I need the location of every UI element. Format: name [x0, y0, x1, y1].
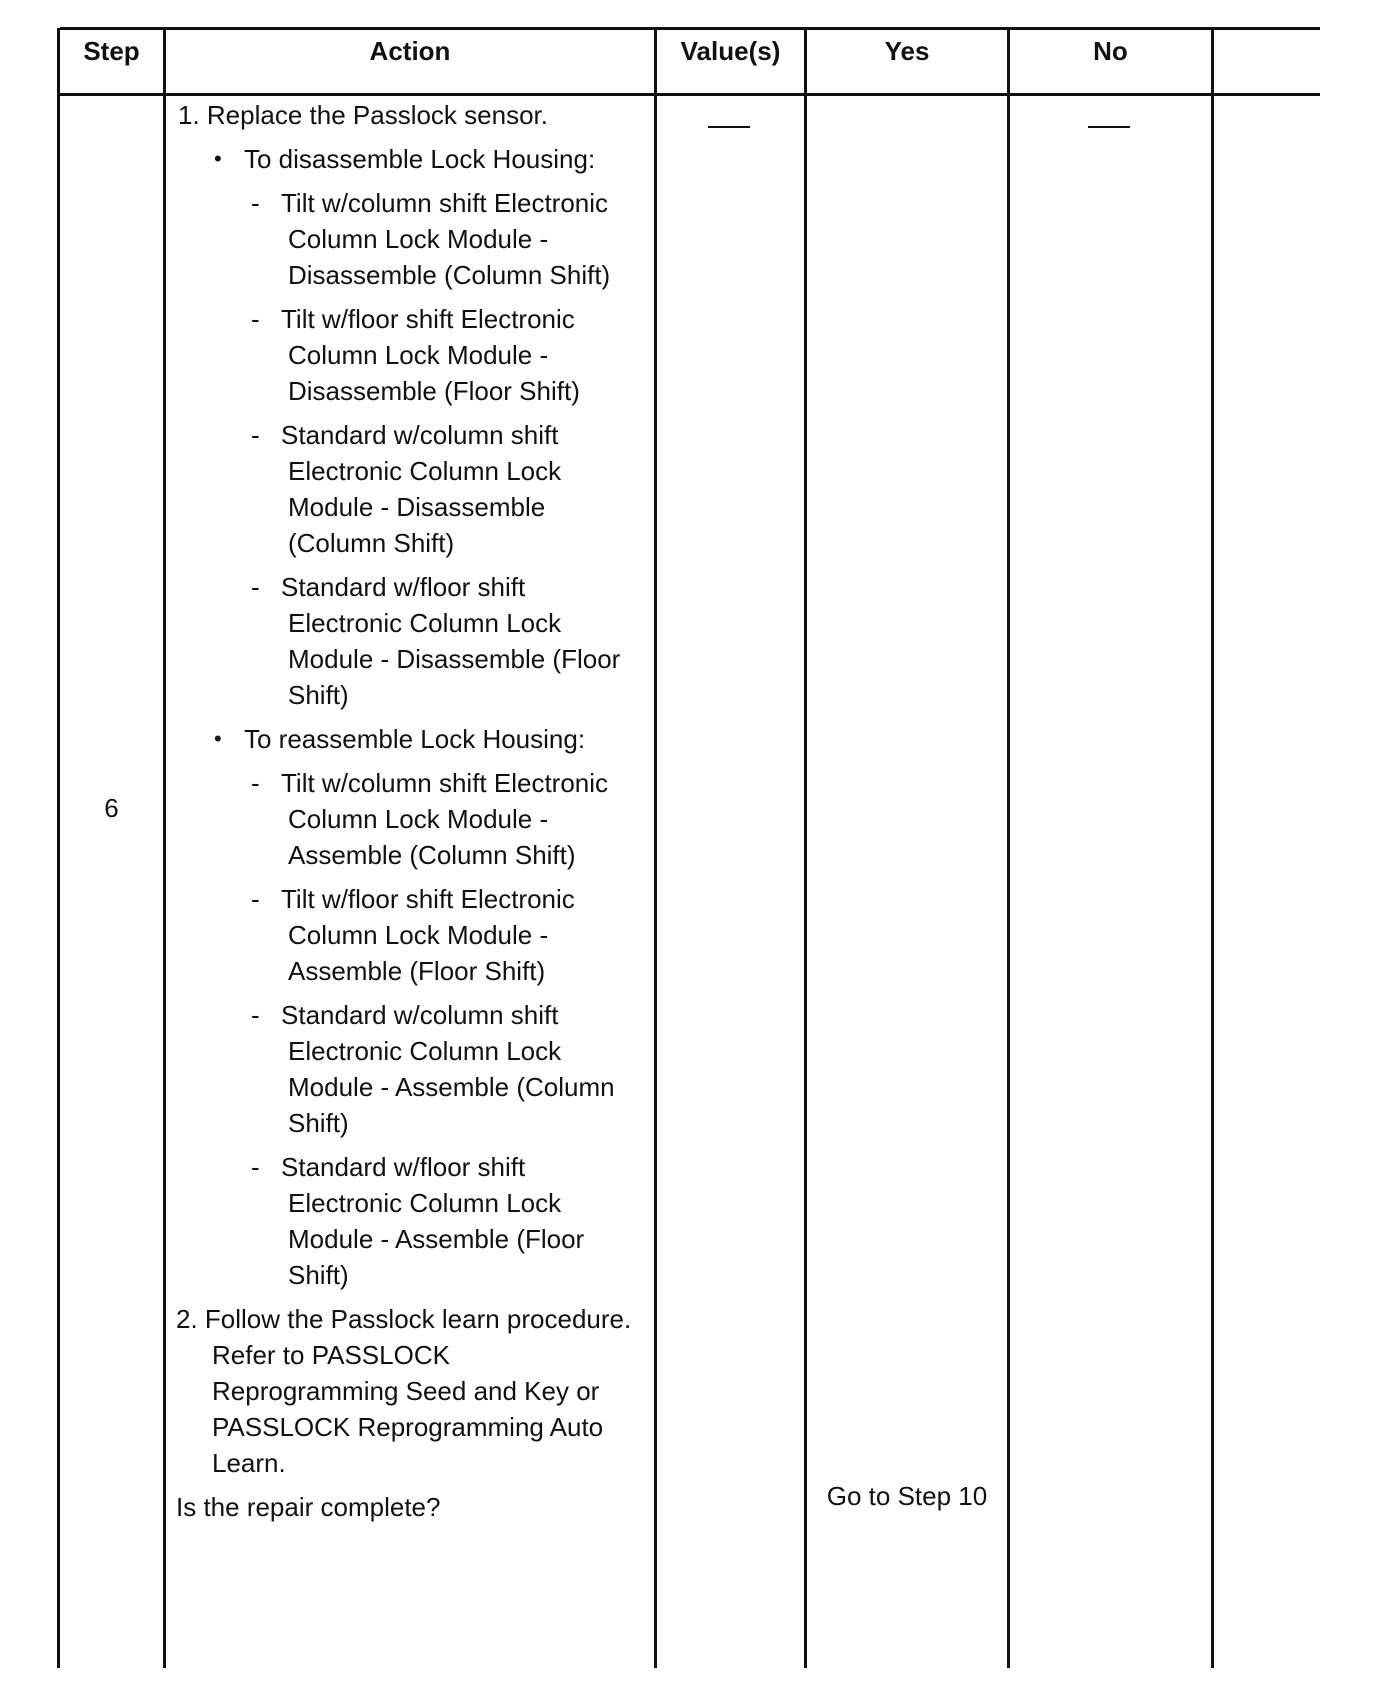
- action-sub-item-line: Module - Disassemble: [288, 492, 546, 522]
- action-sub-item-line: Standard w/column shift: [281, 1000, 559, 1030]
- action-step-2-line: Learn.: [212, 1448, 286, 1478]
- dash-marker: -: [251, 884, 260, 914]
- header-values: Value(s): [680, 36, 781, 66]
- yes-result: Go to Step 10: [826, 1481, 988, 1511]
- header-yes: Yes: [884, 36, 930, 66]
- action-step-2-line: PASSLOCK Reprogramming Auto: [212, 1412, 604, 1442]
- dash-marker: -: [251, 1152, 260, 1182]
- action-sub-item-line: (Column Shift): [288, 528, 455, 558]
- action-step-2-line: 2. Follow the Passlock learn procedure.: [176, 1304, 632, 1334]
- dash-marker: -: [251, 188, 260, 218]
- action-sub-item-line: Standard w/floor shift: [281, 572, 526, 602]
- action-sub-item-line: Module - Assemble (Column: [288, 1072, 615, 1102]
- dash-marker: -: [251, 420, 260, 450]
- action-sub-item-line: Tilt w/column shift Electronic: [281, 768, 609, 798]
- column-divider-action-values: [654, 28, 657, 1668]
- action-bullet-reassemble: To reassemble Lock Housing:: [244, 724, 586, 754]
- action-sub-item-line: Electronic Column Lock: [288, 1036, 562, 1066]
- dash-marker: -: [251, 1000, 260, 1030]
- header-no: No: [1093, 36, 1128, 66]
- action-sub-item-line: Electronic Column Lock: [288, 456, 562, 486]
- action-sub-item-line: Standard w/floor shift: [281, 1152, 526, 1182]
- action-sub-item-line: Column Lock Module -: [288, 340, 549, 370]
- column-divider-right: [1211, 28, 1214, 1668]
- action-sub-item-line: Column Lock Module -: [288, 920, 549, 950]
- action-sub-item-line: Shift): [288, 1108, 349, 1138]
- action-sub-item-line: Module - Disassemble (Floor: [288, 644, 621, 674]
- action-sub-item-line: Tilt w/floor shift Electronic: [281, 884, 575, 914]
- column-divider-yes-no: [1007, 28, 1010, 1668]
- no-cell: [1010, 98, 1211, 136]
- action-sub-item-line: Tilt w/column shift Electronic: [281, 188, 609, 218]
- no-dash: [1088, 126, 1130, 128]
- bullet-marker: •: [214, 726, 222, 751]
- action-sub-item-line: Assemble (Floor Shift): [288, 956, 546, 986]
- action-sub-item-line: Column Lock Module -: [288, 804, 549, 834]
- values-cell: [657, 98, 804, 136]
- action-step-2-line: Refer to PASSLOCK: [212, 1340, 450, 1370]
- dash-marker: -: [251, 304, 260, 334]
- column-divider-left: [57, 28, 60, 1668]
- action-bullet-disassemble: To disassemble Lock Housing:: [244, 144, 596, 174]
- dash-marker: -: [251, 768, 260, 798]
- table-top-border: [60, 27, 1320, 30]
- action-sub-item-line: Disassemble (Column Shift): [288, 260, 611, 290]
- action-sub-item-line: Shift): [288, 680, 349, 710]
- action-sub-item-line: Assemble (Column Shift): [288, 840, 576, 870]
- action-sub-item-line: Standard w/column shift: [281, 420, 559, 450]
- action-sub-item-line: Electronic Column Lock: [288, 608, 562, 638]
- action-sub-item-line: Column Lock Module -: [288, 224, 549, 254]
- bullet-marker: •: [214, 146, 222, 171]
- column-divider-step-action: [163, 28, 166, 1668]
- action-sub-item-line: Electronic Column Lock: [288, 1188, 562, 1218]
- action-sub-item-line: Module - Assemble (Floor: [288, 1224, 585, 1254]
- step-number: 6: [104, 793, 119, 823]
- header-action: Action: [369, 36, 451, 66]
- action-sub-item-line: Shift): [288, 1260, 349, 1290]
- action-step-2-line: Reprogramming Seed and Key or: [212, 1376, 600, 1406]
- action-sub-item-line: Disassemble (Floor Shift): [288, 376, 580, 406]
- column-divider-values-yes: [804, 28, 807, 1668]
- values-dash: [708, 126, 750, 128]
- action-sub-item-line: Tilt w/floor shift Electronic: [281, 304, 575, 334]
- header-step: Step: [83, 36, 140, 66]
- action-step-1: 1. Replace the Passlock sensor.: [178, 100, 548, 130]
- action-question: Is the repair complete?: [176, 1492, 441, 1522]
- dash-marker: -: [251, 572, 260, 602]
